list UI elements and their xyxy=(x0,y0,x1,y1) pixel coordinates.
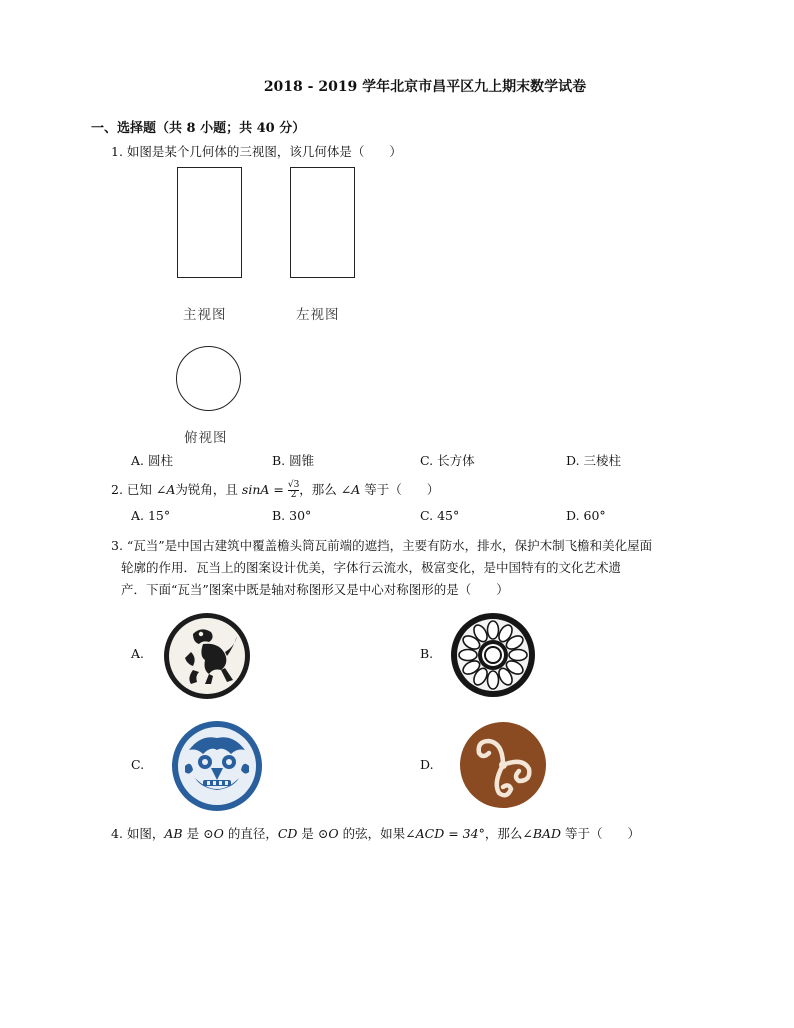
q2-angle2: ∠A xyxy=(340,482,361,497)
q4-text-6: 等于（ ） xyxy=(565,826,641,841)
left-view-label: 左视图 xyxy=(296,307,340,323)
q2-text-pre: 2. 已知 xyxy=(111,482,152,497)
q4-text-2: 的直径， xyxy=(227,826,278,841)
q2-text-end: 等于（ ） xyxy=(364,482,440,497)
q4-angle-bad: ∠BAD xyxy=(522,826,562,841)
top-view-label: 俯视图 xyxy=(184,430,228,446)
q4-text-5: ，那么 xyxy=(484,826,523,841)
q2-option-a[interactable]: A. 15° xyxy=(131,508,171,523)
q3-option-c[interactable]: C. xyxy=(131,757,145,772)
q2-denominator: 2 xyxy=(290,490,297,500)
q4-text-4: 的弦，如果 xyxy=(342,826,406,841)
q3-line-2: 轮廓的作用．瓦当上的图案设计优美，字体行云流水，极富变化，是中国特有的文化艺术遗 xyxy=(121,560,622,575)
q4-ab: AB xyxy=(164,826,183,841)
tile-d-cloud-image[interactable] xyxy=(459,721,547,809)
q4-o-2: O xyxy=(328,826,339,841)
tile-a-beast-image[interactable] xyxy=(163,612,251,700)
q2-numerator: √3 xyxy=(287,480,300,490)
q2-option-c[interactable]: C. 45° xyxy=(420,508,460,523)
q1-option-c[interactable]: C. 长方体 xyxy=(420,453,475,468)
q2-text-mid: 为锐角，且 xyxy=(175,482,238,497)
left-view-rectangle xyxy=(290,167,355,278)
q4-angle-acd: ∠ACD = 34° xyxy=(405,826,485,841)
q2-option-d[interactable]: D. 60° xyxy=(566,508,606,523)
q1-option-d[interactable]: D. 三棱柱 xyxy=(566,453,622,468)
q4-cd: CD xyxy=(277,826,298,841)
q4-text-3: 是 xyxy=(301,826,314,841)
q2-fraction xyxy=(288,481,299,500)
paper-title: 2018 - 2019 学年北京市昌平区九上期末数学试卷 xyxy=(263,79,587,95)
q1-stem: 1. 如图是某个几何体的三视图，该几何体是（ ） xyxy=(111,144,402,159)
tile-c-mask-image[interactable] xyxy=(171,720,263,812)
q2-sin: sinA = xyxy=(241,482,284,497)
q4-circle-symbol-1: ⊙ xyxy=(203,826,214,841)
front-view-rectangle xyxy=(177,167,242,278)
q4-o-1: O xyxy=(213,826,224,841)
q2-stem xyxy=(111,481,439,500)
q3-line-3: 产．下面“瓦当”图案中既是轴对称图形又是中心对称图形的是（ ） xyxy=(121,582,509,597)
q3-option-b[interactable]: B. xyxy=(420,646,434,661)
q4-stem xyxy=(111,825,640,843)
q3-line-1: 3. “瓦当”是中国古建筑中覆盖檐头筒瓦前端的遮挡，主要有防水，排水，保护木制飞檐和美化屋面 xyxy=(111,538,653,553)
q3-option-d[interactable]: D. xyxy=(420,757,434,772)
q1-option-b[interactable]: B. 圆锥 xyxy=(272,453,315,468)
top-view-circle xyxy=(176,346,241,411)
q1-option-a[interactable]: A. 圆柱 xyxy=(131,453,173,468)
section-heading: 一、选择题（共 8 小题；共 40 分） xyxy=(91,121,306,136)
q4-text-1: 是 xyxy=(186,826,200,841)
tile-b-lotus-image[interactable] xyxy=(450,612,536,698)
q4-text-pre: 4. 如图， xyxy=(111,826,165,841)
front-view-label: 主视图 xyxy=(183,307,227,323)
q2-option-b[interactable]: B. 30° xyxy=(272,508,312,523)
q2-angle: ∠A xyxy=(155,482,176,497)
q3-option-a[interactable]: A. xyxy=(131,646,145,661)
q2-text-post: ，那么 xyxy=(299,482,337,497)
q4-circle-symbol-2: ⊙ xyxy=(317,826,329,841)
